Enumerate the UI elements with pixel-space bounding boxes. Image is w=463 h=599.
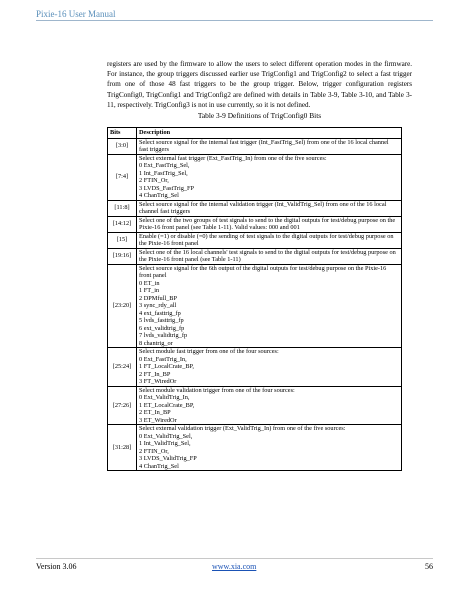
description-line: 1 Int_FastTrig_Sel, — [139, 169, 188, 177]
description-line: 1 FT_in — [139, 287, 160, 294]
description-cell — [137, 248, 402, 264]
description-line: Enable (=1) or disable (=0) the sending of test signals to the digital outputs for test/debug purpose on the Pixie-16 front panel — [139, 232, 394, 247]
description-cell — [137, 200, 402, 216]
description-line: 2 DPMfull_BP — [139, 294, 177, 302]
footer-page-number: 56 — [425, 562, 433, 571]
bits-cell: [25:24] — [108, 348, 137, 387]
description-line: 1 ET_LocalCrate_BP, — [139, 401, 195, 409]
footer-rule — [36, 558, 433, 559]
description-line: 0 ET_in — [139, 279, 160, 287]
column-header-bits: Bits — [108, 128, 137, 139]
bits-cell: [27:26] — [108, 386, 137, 425]
table-caption: Table 3-9 Definitions of TrigConfig0 Bits — [197, 111, 322, 120]
table-row — [108, 138, 402, 154]
trigconfig0-table — [107, 127, 402, 471]
description-line: 3 sync_rdy_all — [139, 302, 177, 309]
description-line: 6 ext_validtrig_fp — [139, 324, 185, 332]
running-header: Pixie-16 User Manual — [36, 9, 116, 19]
description-line: Select source signal for the internal validation trigger (Int_ValidTrig_Sel) from one of the 16 local channel fast triggers — [139, 200, 387, 215]
footer-website-link[interactable]: www.xia.com — [212, 562, 257, 571]
description-line: Select module validation trigger from one of the four sources: — [139, 386, 295, 394]
table-row — [108, 264, 402, 348]
description-line: 4 ChanTrig_Sel — [139, 462, 179, 470]
description-cell — [137, 216, 402, 232]
description-cell — [137, 425, 402, 471]
description-cell — [137, 386, 402, 425]
bits-cell: [14:12] — [108, 216, 137, 232]
description-cell — [137, 264, 402, 348]
description-line: Select module fast trigger from one of the four sources: — [139, 348, 279, 355]
description-line: Select one of the 16 local channels' test signals to send to the digital outputs for test/debug purpose on the Pixie-16 front panel (see Table 1-11) — [139, 248, 396, 263]
table-body — [108, 138, 402, 471]
description-cell — [137, 348, 402, 387]
description-line: 0 Ext_ValidTrig_Sel, — [139, 432, 193, 440]
table-row — [108, 425, 402, 471]
bits-cell: [3:0] — [108, 138, 137, 154]
description-line: 0 Ext_ValidTrig_In, — [139, 394, 190, 401]
table-row — [108, 154, 402, 200]
description-line: 3 ET_WiredOr — [139, 416, 177, 424]
description-line: 4 ext_fasttrig_fp — [139, 309, 181, 317]
intro-paragraph: registers are used by the firmware to allow the users to select different operation modes in the firmware. For instance, the group triggers discussed earlier use TrigConfig1 and TrigConfig2 to select a fast trigger from one of those 48 fast triggers to be the group trigger. Below, trigger configuration registers TrigConfig0, TrigConfig1 and TrigConfig2 are defined with details in Table 3-9, Table 3-10, and Table 3-11, respectively. TrigConfig3 is not in use currently, so it is not defined. — [107, 60, 412, 109]
description-line: Select source signal for the internal fast trigger (Int_FastTrig_Sel) from one of the 16 local channel fast triggers — [139, 138, 389, 153]
description-line: 2 ET_In_BP — [139, 409, 171, 416]
description-line: Select external validation trigger (Ext_ValidTrig_In) from one of the five sources: — [139, 425, 346, 432]
header-rule — [36, 20, 433, 21]
bits-cell: [19:16] — [108, 248, 137, 264]
description-line: 2 FTIN_Or, — [139, 447, 169, 455]
table-row — [108, 232, 402, 248]
bits-cell: [31:28] — [108, 425, 137, 471]
table-header-row — [108, 128, 402, 139]
description-line: Select external fast trigger (Ext_FastTrig_In) from one of the five sources: — [139, 154, 327, 162]
bits-cell: [15] — [108, 232, 137, 248]
bits-cell: [11:8] — [108, 200, 137, 216]
table-row — [108, 348, 402, 387]
table-row — [108, 200, 402, 216]
description-line: 0 Ext_FastTrig_Sel, — [139, 162, 190, 169]
table-row — [108, 386, 402, 425]
table-row — [108, 216, 402, 232]
bits-cell: [23:20] — [108, 264, 137, 348]
description-line: Select one of the two groups of test signals to send to the digital outputs for test/debug purpose on the Pixie-16 front panel (see Table 1-11). Valid values: 000 and 001 — [139, 216, 396, 231]
description-line: Select source signal for the 6th output of the digital outputs for test/debug purpose on the Pixie-16 front panel — [139, 264, 387, 279]
bits-cell: [7:4] — [108, 154, 137, 200]
description-line: 3 LVDS_FastTrig_FP — [139, 184, 195, 192]
description-line: 4 ChanTrig_Sel — [139, 192, 179, 199]
column-header-description: Description — [137, 128, 402, 139]
description-line: 1 FT_LocalCrate_BP, — [139, 363, 194, 370]
description-cell — [137, 138, 402, 154]
description-line: 8 chantrig_or — [139, 339, 173, 347]
footer-version: Version 3.06 — [36, 562, 77, 571]
description-line: 3 LVDS_ValidTrig_FP — [139, 455, 197, 462]
description-cell — [137, 232, 402, 248]
description-line: 3 FT_WiredOr — [139, 378, 177, 385]
description-line: 5 lvds_fasttrig_fp — [139, 317, 184, 324]
description-cell — [137, 154, 402, 200]
description-line: 2 FTIN_Or, — [139, 177, 169, 184]
description-line: 0 Ext_FastTrig_In, — [139, 355, 187, 363]
table-row — [108, 248, 402, 264]
description-line: 2 FT_In_BP — [139, 370, 171, 378]
description-line: 1 Int_ValidTrig_Sel, — [139, 440, 191, 447]
description-line: 7 lvds_validtrig_fp — [139, 332, 188, 339]
